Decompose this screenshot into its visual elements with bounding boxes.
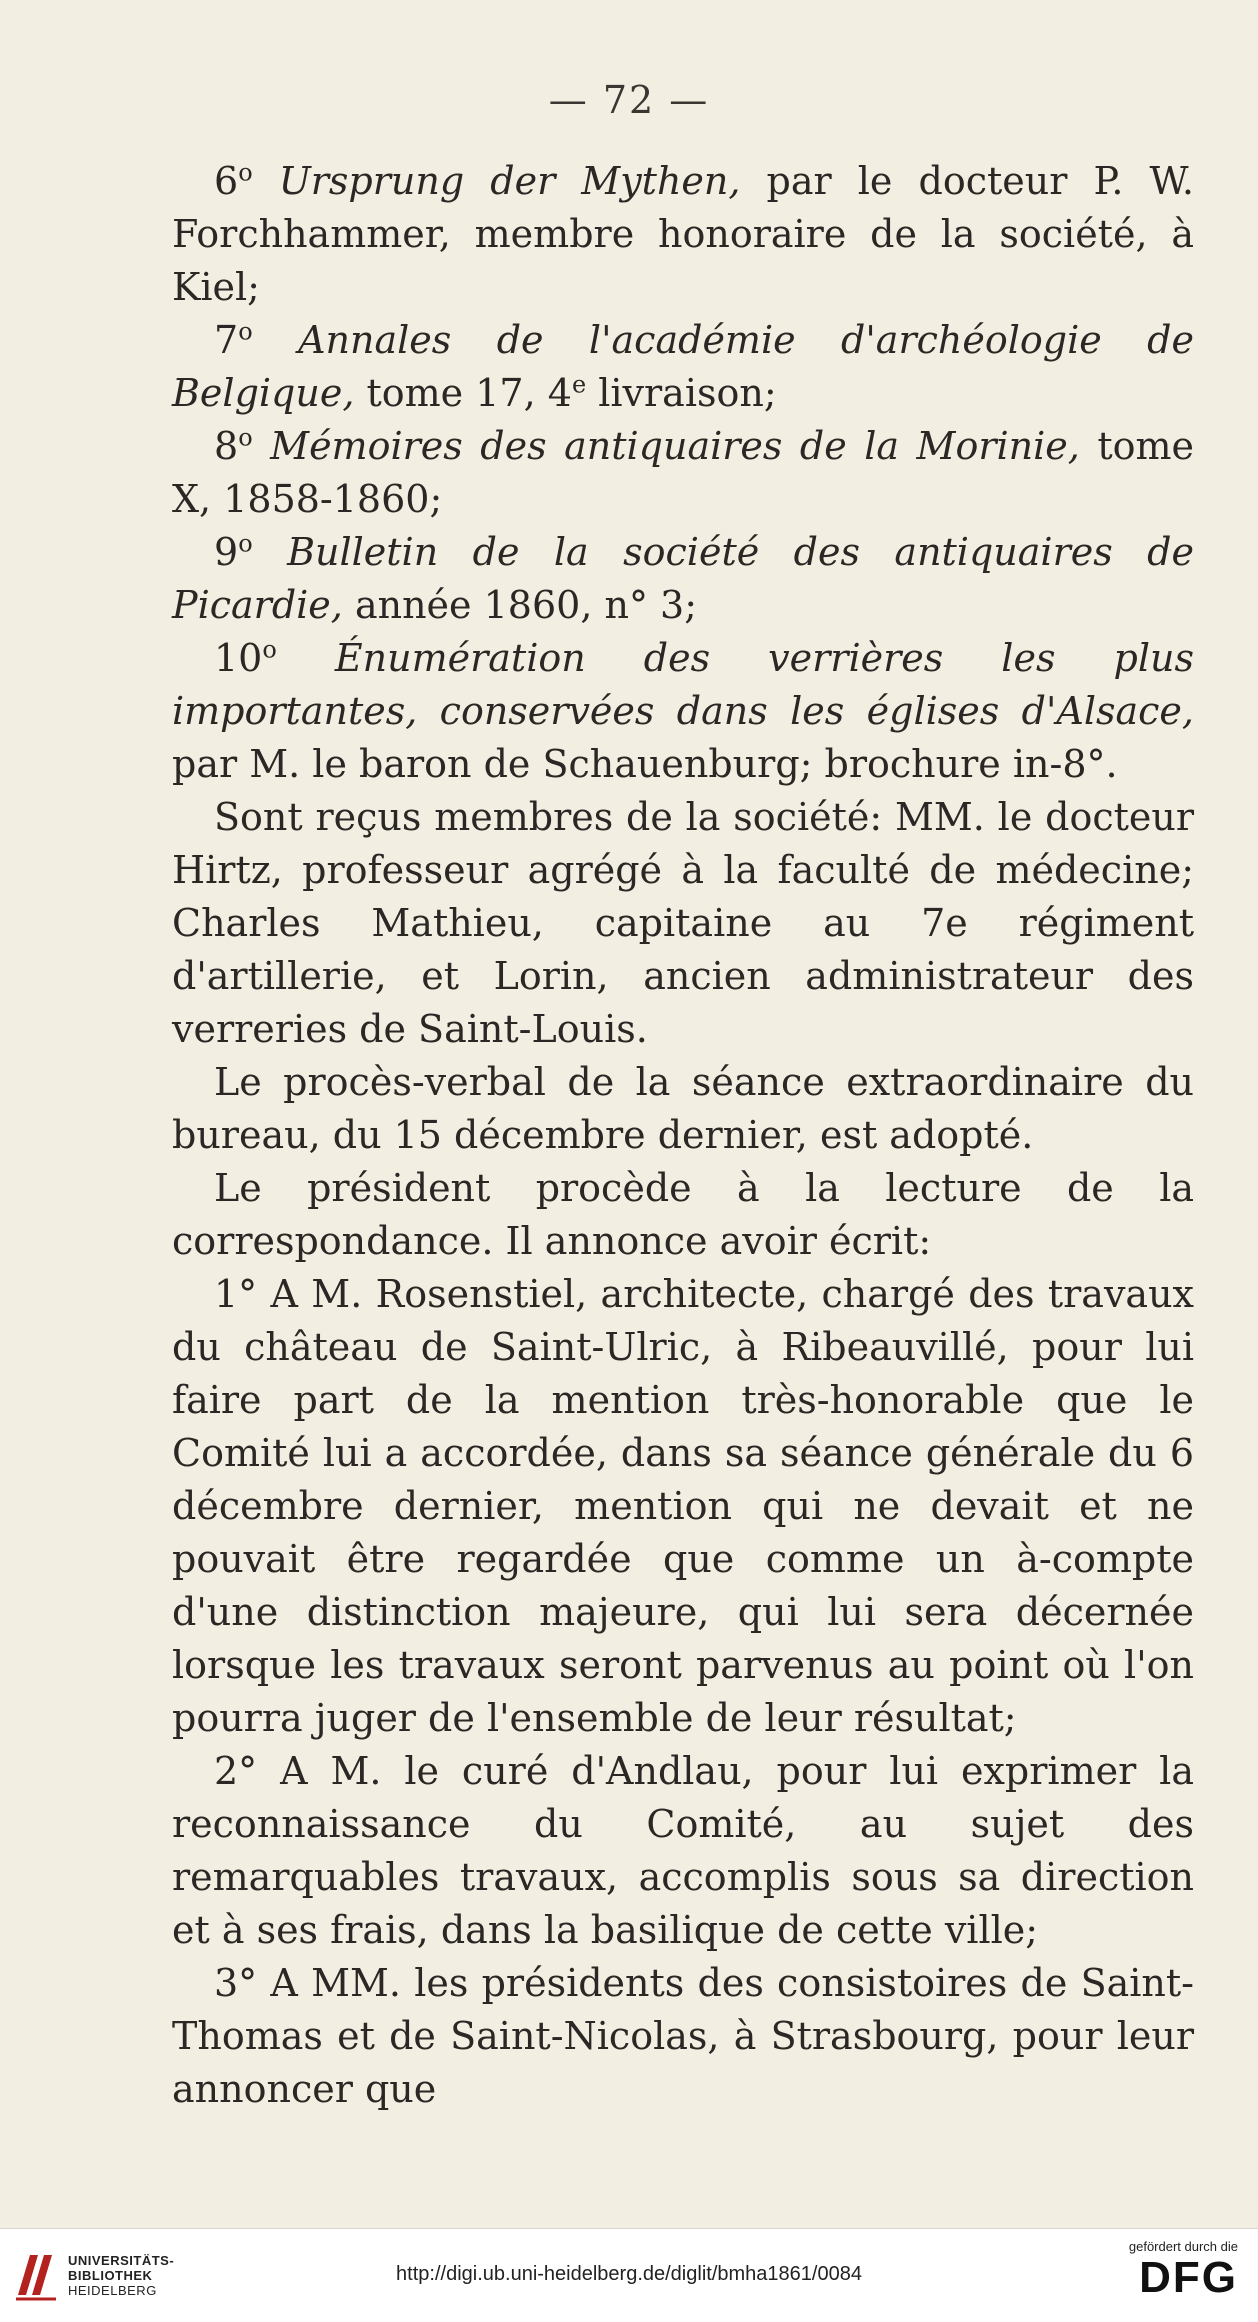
page-text — [172, 155, 1194, 2116]
work-title: Ursprung der Mythen, — [278, 159, 741, 203]
source-url[interactable]: http://digi.ub.uni-heidelberg.de/diglit/bmha1861/0084 — [396, 2263, 862, 2285]
letter-item-1: 1° A M. Rosenstiel, architecte, chargé des travaux du château de Saint-Ulric, à Ribeauvillé, pour lui faire part de la mention très-honorable que le Comité lui a accordée, dans sa séance générale du 6 décembre dernier, mention qui ne devait et ne pouvait être regardée que comme un à-compte d'une distinction majeure, qui lui sera décernée lorsque les travaux seront parvenus au point où l'on pourra juger de l'ensemble de leur résultat; — [172, 1272, 1194, 1740]
footer-bar — [0, 2228, 1258, 2322]
logo-text: UNIVERSITÄTS- BIBLIOTHEK HEIDELBERG — [68, 2253, 175, 2298]
new-members-paragraph: Sont reçus membres de la société: MM. le docteur Hirtz, professeur agrégé à la faculté de médecine; Charles Mathieu, capitaine au 7e régiment d'artillerie, et Lorin, ancien administrateur des verreries de Saint-Louis. — [172, 795, 1194, 1051]
work-title: Annales de l'académie d'archéologie de Belgique, — [172, 318, 1194, 415]
work-title: Mémoires des antiquaires de la Morinie, — [270, 424, 1080, 468]
work-title: Bulletin de la société des antiquaires de Picardie, — [172, 530, 1194, 627]
minutes-paragraph: Le procès-verbal de la séance extraordinaire du bureau, du 15 décembre dernier, est adopté. — [172, 1060, 1194, 1157]
dfg-caption: gefördert durch die — [1128, 2239, 1238, 2254]
list-item-8: 8$^o$ Mémoires des antiquaires de la Morinie, tome X, 1858-1860; — [172, 423, 1194, 521]
dfg-wordmark: DFG — [1139, 2253, 1238, 2302]
list-item-6: 6$^o$ Ursprung der Mythen, par le docteur P. W. Forchhammer, membre honoraire de la société, à Kiel; — [172, 158, 1194, 309]
work-title: Énumération des verrières les plus importantes, conservées dans les églises d'Alsace, — [172, 636, 1194, 733]
correspondence-paragraph: Le président procède à la lecture de la correspondance. Il annonce avoir écrit: — [172, 1166, 1194, 1263]
dfg-logo[interactable] — [1108, 2239, 1238, 2302]
list-item-9: 9$^o$ Bulletin de la société des antiquaires de Picardie, année 1860, n° 3; — [172, 529, 1194, 627]
page-number: — 72 — — [548, 78, 710, 122]
list-item-10: 10$^o$ Énumération des verrières les plus importantes, conservées dans les églises d'Alsace, par M. le baron de Schauenburg; brochure in-8°. — [172, 635, 1194, 786]
letter-item-2: 2° A M. le curé d'Andlau, pour lui exprimer la reconnaissance du Comité, au sujet des remarquables travaux, accomplis sous sa direction et à ses frais, dans la basilique de cette ville; — [172, 1749, 1194, 1952]
letter-item-3: 3° A MM. les présidents des consistoires de Saint-Thomas et de Saint-Nicolas, à Strasbourg, pour leur annoncer que — [172, 1961, 1194, 2111]
list-item-7: 7$^o$ Annales de l'académie d'archéologie de Belgique, tome 17, 4e livraison; — [172, 317, 1194, 415]
